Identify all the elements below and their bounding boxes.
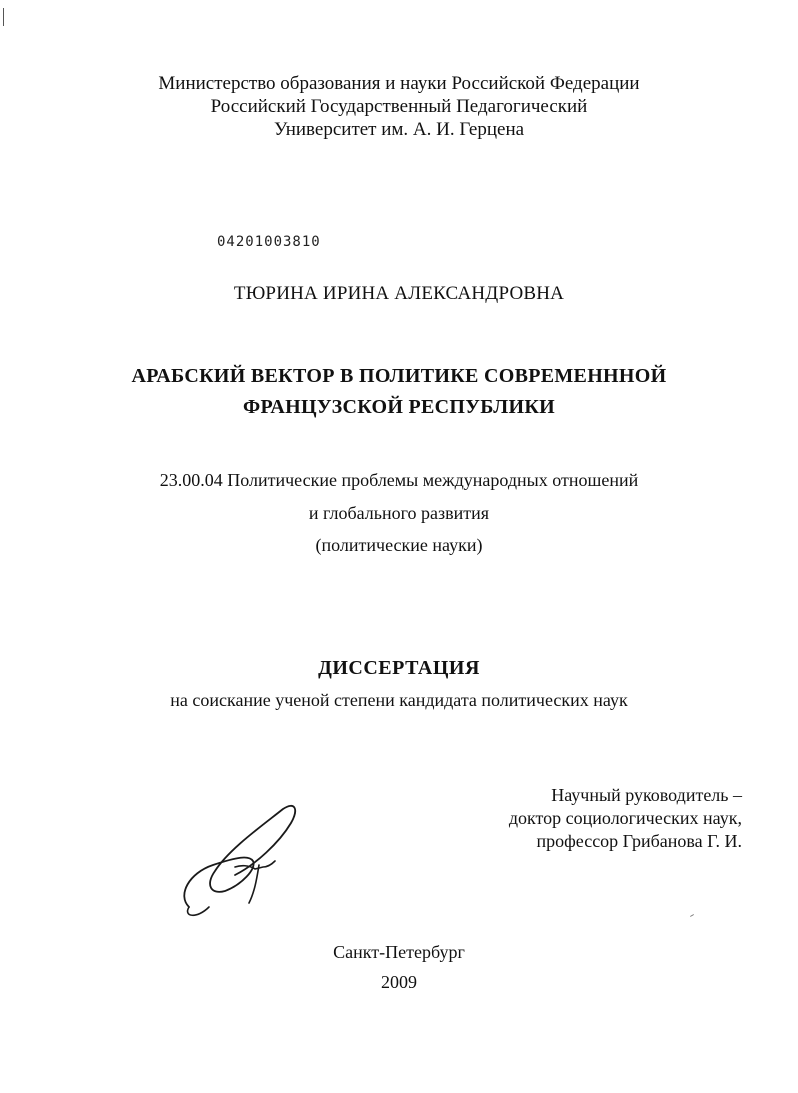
institution-line-2: Российский Государственный Педагогический — [210, 96, 588, 117]
year: 2009 — [381, 972, 417, 992]
specialty-line-1: 23.00.04 Политические проблемы международных отношений — [159, 470, 639, 490]
thesis-title-line-1: АРАБСКИЙ ВЕКТОР В ПОЛИТИКЕ СОВРЕМЕНННОЙ — [131, 365, 667, 387]
author-name: ТЮРИНА ИРИНА АЛЕКСАНДРОВНА — [233, 283, 565, 304]
city: Санкт-Петербург — [333, 942, 465, 962]
supervisor-line-3: профессор Грибанова Г. И. — [536, 831, 742, 851]
scan-mark — [3, 8, 4, 26]
supervisor-line-2: доктор социологических наук, — [508, 808, 742, 828]
specialty-line-3: (политические науки) — [315, 535, 483, 555]
supervisor-block — [509, 784, 742, 853]
signature-icon — [175, 795, 305, 925]
specialty-line-2: и глобального развития — [308, 503, 490, 523]
registry-code: 04201003810 — [217, 234, 321, 250]
scan-speck — [690, 914, 694, 917]
supervisor-line-1: Научный руководитель – — [551, 785, 742, 805]
degree-line: на соискание ученой степени кандидата политических наук — [170, 690, 628, 710]
thesis-title-line-2: ФРАНЦУЗСКОЙ РЕСПУБЛИКИ — [242, 396, 555, 418]
institution-line-3: Университет им. А. И. Герцена — [273, 119, 525, 140]
institution-line-1: Министерство образования и науки Российской Федерации — [158, 73, 640, 94]
document-type: ДИССЕРТАЦИЯ — [318, 657, 480, 679]
